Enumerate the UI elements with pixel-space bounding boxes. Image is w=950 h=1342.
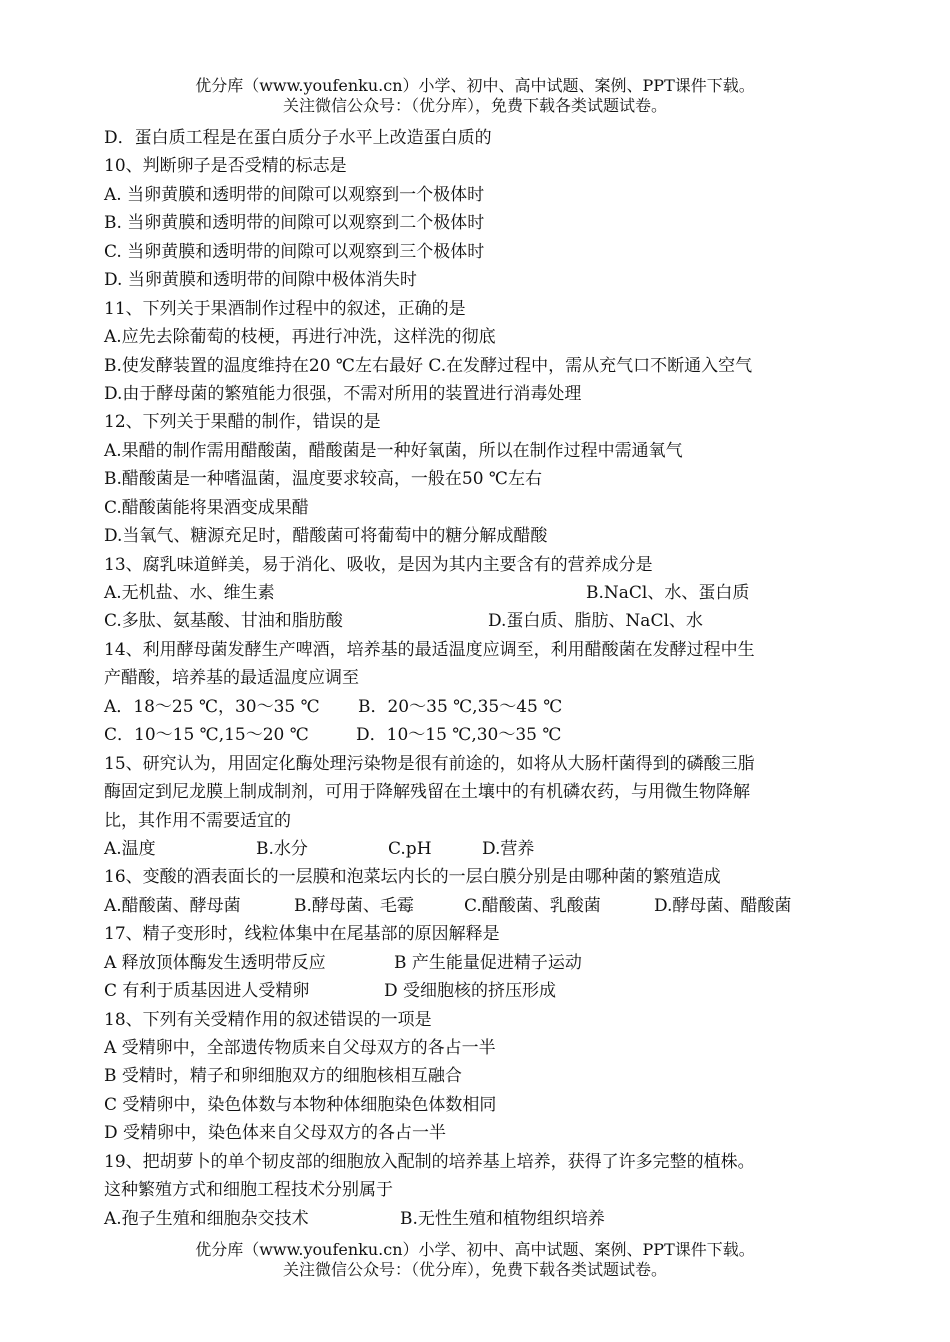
page-header [0,76,950,116]
option-b: B.NaCl、水、蛋白质 [586,583,750,603]
option-line: B.醋酸菌是一种嗜温菌，温度要求较高，一般在50 ℃左右 [104,469,542,490]
option-d: D 受细胞核的挤压形成 [384,981,557,1002]
question-stem: 15、研究认为，用固定化酶处理污染物是很有前途的，如将从大肠杆菌得到的磷酸三脂 [104,753,755,774]
option-line: A.果醋的制作需用醋酸菌，醋酸菌是一种好氧菌，所以在制作过程中需通氧气 [104,440,683,461]
option-line [104,1205,854,1233]
question-stem: 10、判断卵子是否受精的标志是 [104,156,347,177]
footer-line-1: 优分库（www.youfenku.cn）小学、初中、高中试题、案例、PPT课件下载。 [195,1240,755,1259]
option-line [104,693,854,721]
option-line [104,607,854,635]
option-d: D.酵母菌、醋酸菌 [654,895,792,916]
option-d: D.营养 [482,838,535,859]
option-line [104,892,854,920]
option-line: C. 当卵黄膜和透明带的间隙可以观察到三个极体时 [104,241,485,262]
question-stem: 11、下列关于果酒制作过程中的叙述，正确的是 [104,298,466,319]
question-stem: 12、下列关于果醋的制作，错误的是 [104,412,381,433]
option-line: B.使发酵装置的温度维持在20 ℃左右最好 C.在发酵过程中，需从充气口不断通入空气 [104,355,753,376]
question-stem: 这种繁殖方式和细胞工程技术分别属于 [104,1180,393,1201]
option-line [104,949,854,977]
footer-line-2: 关注微信公众号：（优分库），免费下载各类试题试卷。 [282,1260,667,1279]
option-line: D.当氧气、糖源充足时，醋酸菌可将葡萄中的糖分解成醋酸 [104,526,548,547]
option-a: A.温度 [104,838,156,859]
option-a: A.醋酸菌、酵母菌 [104,895,241,916]
option-line: D.由于酵母菌的繁殖能力很强，不需对所用的装置进行消毒处理 [104,383,582,404]
option-c: C.醋酸菌、乳酸菌 [464,895,601,916]
option-line: A 受精卵中，全部遗传物质来自父母双方的各占一半 [104,1038,496,1058]
question-stem: 比，其作用不需要适宜的 [104,810,291,831]
option-b: B.水分 [256,838,308,859]
question-stem: 13、腐乳味道鲜美，易于消化、吸收，是因为其内主要含有的营养成分是 [104,554,653,575]
question-stem: 17、精子变形时，线粒体集中在尾基部的原因解释是 [104,924,500,945]
option-c: C 有利于质基因进人受精卵 [104,981,310,1002]
option-b: B．20～35 ℃,35～45 ℃ [358,696,563,717]
option-b: B.无性生殖和植物组织培养 [400,1208,605,1229]
option-a: A 释放顶体酶发生透明带反应 [104,952,326,973]
option-d: D.蛋白质、脂肪、NaCl、水 [488,611,703,632]
option-line [104,721,854,749]
text-line: D．蛋白质工程是在蛋白质分子水平上改造蛋白质的 [104,128,492,148]
header-line-1: 优分库（www.youfenku.cn）小学、初中、高中试题、案例、PPT课件下载。 [195,76,755,95]
option-line: D. 当卵黄膜和透明带的间隙中极体消失时 [104,270,417,291]
option-line: C 受精卵中，染色体数与本物种体细胞染色体数相同 [104,1094,497,1115]
option-a: A.无机盐、水、维生素 [104,583,275,603]
question-stem: 14、利用酵母菌发酵生产啤酒，培养基的最适温度应调至，利用醋酸菌在发酵过程中生 [104,639,755,660]
option-line: A.应先去除葡萄的枝梗，再进行冲洗，这样洗的彻底 [104,327,496,348]
option-a: A.孢子生殖和细胞杂交技术 [104,1208,309,1229]
question-content [104,124,854,1233]
question-stem: 产醋酸，培养基的最适温度应调至 [104,668,359,689]
question-stem: 19、把胡萝卜的单个韧皮部的细胞放入配制的培养基上培养，获得了许多完整的植株。 [104,1151,755,1172]
option-c: C．10～15 ℃,15～20 ℃ [104,725,309,746]
option-c: C.多肽、氨基酸、甘油和脂肪酸 [104,611,343,632]
option-line: A. 当卵黄膜和透明带的间隙可以观察到一个极体时 [104,184,485,205]
option-line [104,835,854,863]
option-line: C.醋酸菌能将果酒变成果醋 [104,497,309,518]
header-line-2: 关注微信公众号：（优分库），免费下载各类试题试卷。 [282,96,667,115]
option-b: B 产生能量促进精子运动 [394,952,582,973]
option-line: B. 当卵黄膜和透明带的间隙可以观察到二个极体时 [104,213,485,234]
option-d: D．10～15 ℃,30～35 ℃ [356,725,562,746]
option-a: A．18～25 ℃，30～35 ℃ [104,696,320,717]
option-line [104,977,854,1005]
option-b: B.酵母菌、毛霉 [294,895,414,916]
page-footer [0,1240,950,1280]
option-line: B 受精时，精子和卵细胞双方的细胞核相互融合 [104,1066,462,1087]
question-stem: 18、下列有关受精作用的叙述错误的一项是 [104,1009,432,1030]
option-line: D 受精卵中，染色体来自父母双方的各占一半 [104,1123,447,1144]
question-stem: 酶固定到尼龙膜上制成制剂，可用于降解残留在土壤中的有机磷农药，与用微生物降解 [104,782,750,803]
option-c: C.pH [388,838,432,859]
option-line [104,579,854,607]
question-stem: 16、变酸的酒表面长的一层膜和泡菜坛内长的一层白膜分别是由哪种菌的繁殖造成 [104,867,721,888]
